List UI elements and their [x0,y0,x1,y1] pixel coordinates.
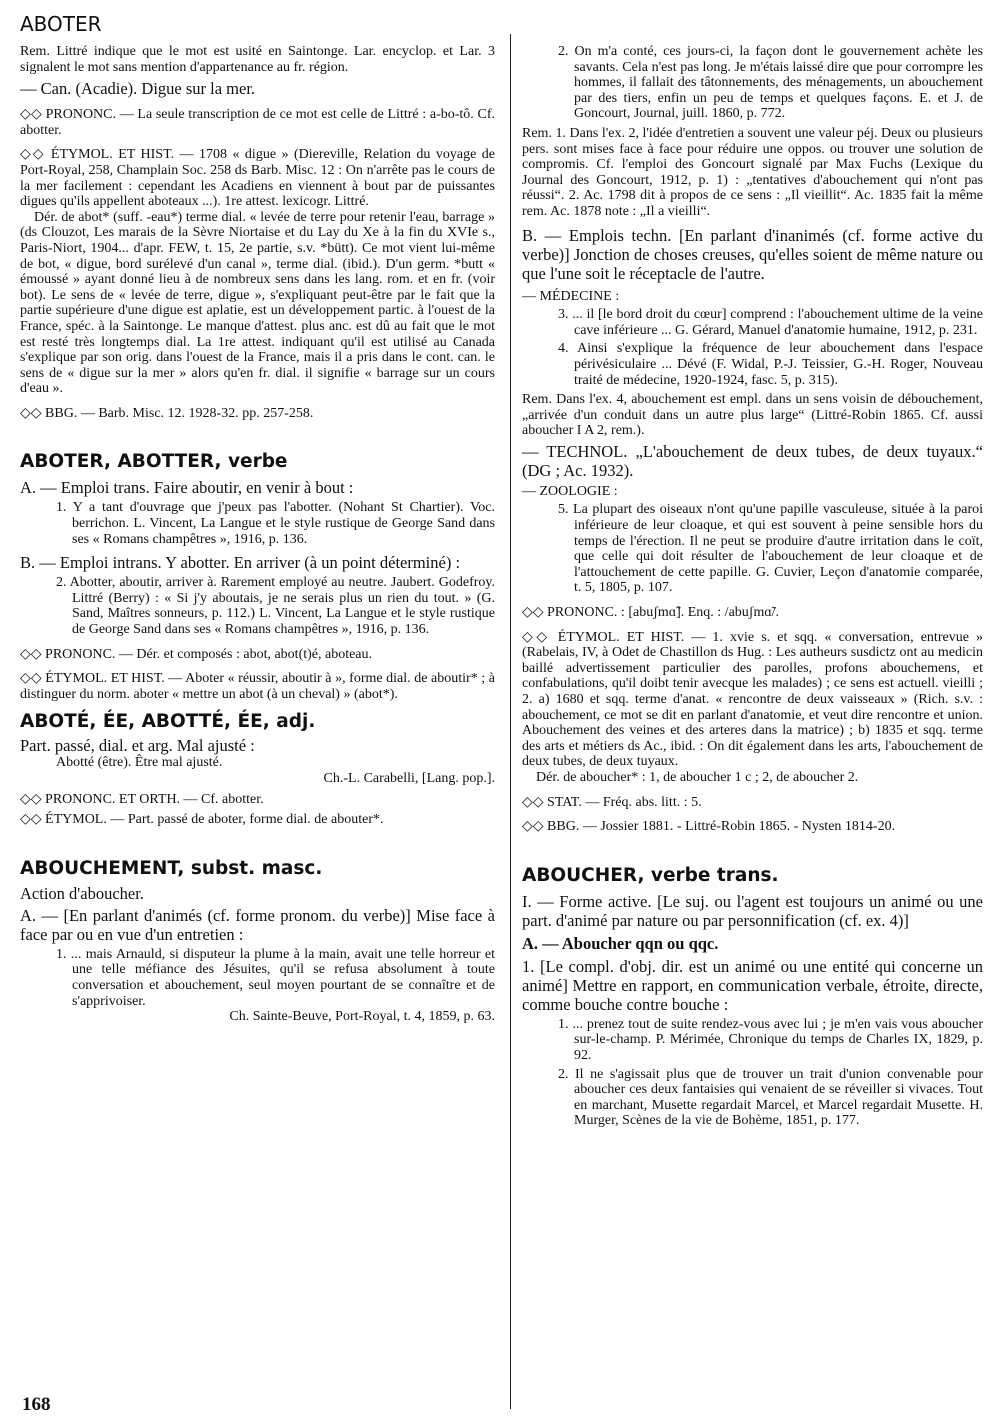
paragraph: A. — [En parlant d'animés (cf. forme pronom. du verbe)] Mise face à face par ou en vue d'un entretien : [20,905,495,944]
paragraph: Dér. de aboucher* : 1, de aboucher 1 c ; 2, de aboucher 2. [536,769,859,785]
example: Abotté (être). Être mal ajusté. [56,755,223,771]
paragraph: ◇◇ ÉTYMOL. ET HIST. — 1. xvie s. et sqq. « conversation, entrevue » (Rabelais, IV, à Odet de Chastillon ds Hug. : Les autheurs susdictz ont au medicin baillé advertissement particulier des parolles, profons abouchemens, et confabulations, qu'il doibt tenir avecque les malades) ; ce sens est actuell. vieilli ; 2. a) 1680 et sqq. terme d'anat. « rencontre de deux vaisseaux » (Rich. s.v. : abouchement, ce mot se dit en parlant d'anatomie, et veut dire rencontre et union. Abouchement des veines et des arteres dans la matrice) ; b) 1835 et sqq. terme des arts et métiers ds Ac., ibid. : On dit également dans les arts, l'abouchement de deux tubes, de deux tuyaux. [522,629,983,770]
paragraph: Rem. 1. Dans l'ex. 2, l'idée d'entretien a souvent une valeur péj. Deux ou plusieurs pers. sont mises face à face pour réduire une oppos. ou trouver une solution de compromis. Cf. l'emploi des Goncourt signalé par Max Fuchs (Lexique du Journal des Goncourt, 1912, p. 1) : „tentatives d'abouchement qui n'ont pas réussi“. 2. Ac. 1798 dit à propos de ce sens : „Il vieillit“. Ac. 1835 fait la même rem. Ac. 1878 note : „Il a vieilli“. [522,125,983,219]
paragraph: B. — Emplois techn. [En parlant d'inanimés (cf. forme active du verbe)] Jonction de choses creuses, qu'elles soient de même nature ou que l'une soit le réceptacle de l'autre. [522,225,983,283]
paragraph: ◇◇ BBG. — Barb. Misc. 12. 1928-32. pp. 257-258. [20,405,314,421]
example: 1. Y a tant d'ouvrage que j'peux pas l'abotter. (Nohant St Chartier). Voc. berrichon. L. Vincent, La Langue et le style rustique de George Sand dans ses « Romans champêtres », 1916, p. 136. [56,500,495,547]
paragraph: ◇◇ PRONONC. — La seule transcription de ce mot est celle de Littré : a-bo-tô. Cf. abotter. [20,107,495,138]
paragraph: — Can. (Acadie). Digue sur la mer. [20,79,256,99]
paragraph: — TECHNOL. „L'abouchement de deux tubes, de deux tuyaux.“ (DG ; Ac. 1932). [522,441,983,480]
paragraph: A. — Emploi trans. Faire aboutir, en venir à bout : [20,478,354,498]
paragraph: ◇◇ PRONONC. : [abuʃmɑ̃]. Enq. : /abuʃmɑ̃/. [522,605,780,621]
running-header: ABOTER [20,12,102,36]
example: 5. La plupart des oiseaux n'ont qu'une papille vasculeuse, située à la paroi inférieure de leur cloaque, et qui est souvent à peine sensible hors du temps de l'érection. Il ne peut se produire d'autre irritation dans le coït, que celle qui doit résulter de l'abouchement de leur cloaque et de l'attouchement de cette papille. G. Cuvier, Leçon d'anatomie comparée, t. 5, 1805, p. 107. [558,502,983,596]
paragraph: Rem. Dans l'ex. 4, abouchement est empl. dans un sens voisin de débouchement, „arrivée d'un conduit dans un autre plus large“ (Littré-Robin 1865. Cf. aussi aboucher I A 2, rem.). [522,392,983,439]
paragraph: Dér. de abot* (suff. -eau*) terme dial. « levée de terre pour retenir l'eau, barrage » (ds Clouzot, Les marais de la Sèvre Niortaise et du Lay du Xe à la fin du XVIe s., Paris-Niort, 1904... d'apr. FEW, t. 15, 2e partie, s.v. *bütt). Ce mot vient lui-même de bot, « digue, bord surélevé d'un canal », terme dial. (ibid.). D'un germ. *butt « émoussé » ayant donné lieu à de nombreux sens dans les lang. rom. et en fr. (voir bot). Le sens de « levée de terre, digue », s'expliquant peut-être par le fait que la partie supérieure d'une digue est aplatie, est un développement partic. à l'ouest de la France, spéc. à la Saintonge. Le manque d'attest. plus anc. est dû au fait que le mot est resté très longtemps dial. La 1re attest. indiquant qu'il est utilisé au Canada s'explique par son orig. dans l'ouest de la France, mais il a pris dans le cont. can. le sens de « digue sur la mer » alors qu'en fr. dial. il signifie « barrage sur un cours d'eau ». [20,209,495,397]
left-column [20,44,495,1025]
citation: Ch.-L. Carabelli, [Lang. pop.]. [323,771,495,786]
example: 2. Abotter, aboutir, arriver à. Rarement employé au neutre. Jaubert. Godefroy. Littré (Berry) : « Si j'y aboutais, je ne serais plus un rien du tout. » (G. Sand, Maîtres sonneurs, p. 112.) L. Vincent, La Langue et le style rustique de George Sand dans ses « Romans champêtres », 1916, p. 136. [56,575,495,638]
column-divider [510,34,511,1409]
citation: Ch. Sainte-Beuve, Port-Royal, t. 4, 1859, p. 63. [229,1009,495,1025]
example: 3. ... il [le bord droit du cœur] comprend : l'abouchement ultime de la veine cave inférieure ... G. Gérard, Manuel d'anatomie humaine, 1912, p. 231. [558,307,983,338]
paragraph: Rem. Littré indique que le mot est usité en Saintonge. Lar. encyclop. et Lar. 3 signalent le mot sans mention d'appartenance au fr. région. [20,44,495,75]
paragraph: A. — Aboucher qqn ou qqc. [522,933,719,953]
entry-heading: ABOTER, ABOTTER, verbe [20,451,288,473]
example: 2. On m'a conté, ces jours-ci, la façon dont le gouvernement achète les savants. Cela n'est pas long. Je m'étais laissé dire que pour corrompre les hommes, il fallait des tâtonnements, des ménagements, un abouchement par des tiers, enfin un peu de temps et quelques façons. E. et J. de Goncourt, Journal, juill. 1860, p. 772. [558,44,983,122]
domain-label: — ZOOLOGIE : [522,483,618,499]
paragraph: I. — Forme active. [Le suj. ou l'agent est toujours un animé ou une part. d'animé par nature ou par personnification (cf. ex. 4)] [522,891,983,930]
example: 1. ... prenez tout de suite rendez-vous avec lui ; je m'en vais vous aboucher sur-le-champ. P. Mérimée, Chronique du temps de Charles IX, 1829, p. 92. [558,1016,983,1063]
example: 2. Il ne s'agissait plus que de trouver un trait d'union convenable pour aboucher ces deux fantaisies qui venaient de se réveiller si vivaces. Tout en marchant, Musette regardait Marcel, et Marcel regardait Musette. H. Murger, Scènes de la vie de Bohème, 1851, p. 177. [558,1066,983,1129]
domain-label: — MÉDECINE : [522,288,620,304]
paragraph: ◇◇ PRONONC. — Dér. et composés : abot, abot(t)é, aboteau. [20,646,373,662]
paragraph: ◇◇ ÉTYMOL. — Part. passé de aboter, forme dial. de abouter*. [20,812,384,828]
example: 1. ... mais Arnauld, si disputeur la plume à la main, avait une telle horreur et une telle méfiance des Jésuites, qu'il se refusa absolument à toute conversation et abouchement, seul moyen pourtant de se connaître et de s'apprivoiser. [56,946,495,1009]
entry-heading: ABOUCHEMENT, subst. masc. [20,857,323,879]
paragraph: ◇◇ BBG. — Jossier 1881. - Littré-Robin 1865. - Nysten 1814-20. [522,819,896,835]
page-number: 168 [22,1394,51,1415]
paragraph: 1. [Le compl. d'obj. dir. est un animé ou une entité qui concerne un animé] Mettre en rapport, en communication verbale, étroite, directe, comme bouche contre bouche : [522,956,983,1014]
example: 4. Ainsi s'explique la fréquence de leur abouchement dans l'espace périvésiculaire ... Dévé (F. Widal, P.-J. Teissier, G.-H. Roger, Nouveau traité de médecine, 1920-1924, fasc. 5, p. 315). [558,341,983,388]
right-column [522,44,983,1129]
paragraph: Action d'aboucher. [20,883,144,903]
paragraph: ◇◇ STAT. — Fréq. abs. litt. : 5. [522,794,702,810]
paragraph: B. — Emploi intrans. Y abotter. En arriver (à un point déterminé) : [20,553,461,573]
paragraph: ◇◇ ÉTYMOL. ET HIST. — Aboter « réussir, aboutir à », forme dial. de aboutir* ; à distinguer du norm. aboter « mettre un abot (à un cheval) » (abot*). [20,671,495,702]
paragraph: Part. passé, dial. et arg. Mal ajusté : [20,736,255,756]
entry-heading: ABOTÉ, ÉE, ABOTTÉ, ÉE, adj. [20,711,316,733]
paragraph: ◇◇ ÉTYMOL. ET HIST. — 1708 « digue » (Diereville, Relation du voyage de Port-Royal, 258, Champlain Soc. 258 ds Barb. Misc. 12 : On n'arrête pas le cours de la mer facilement : cependant les Acadiens en viennent à bout par de puissantes digues qu'ils appellent aboteaux ...). 1re attest. lexicogr. Littré. [20,147,495,210]
entry-heading: ABOUCHER, verbe trans. [522,864,779,886]
paragraph: ◇◇ PRONONC. ET ORTH. — Cf. abotter. [20,791,264,807]
